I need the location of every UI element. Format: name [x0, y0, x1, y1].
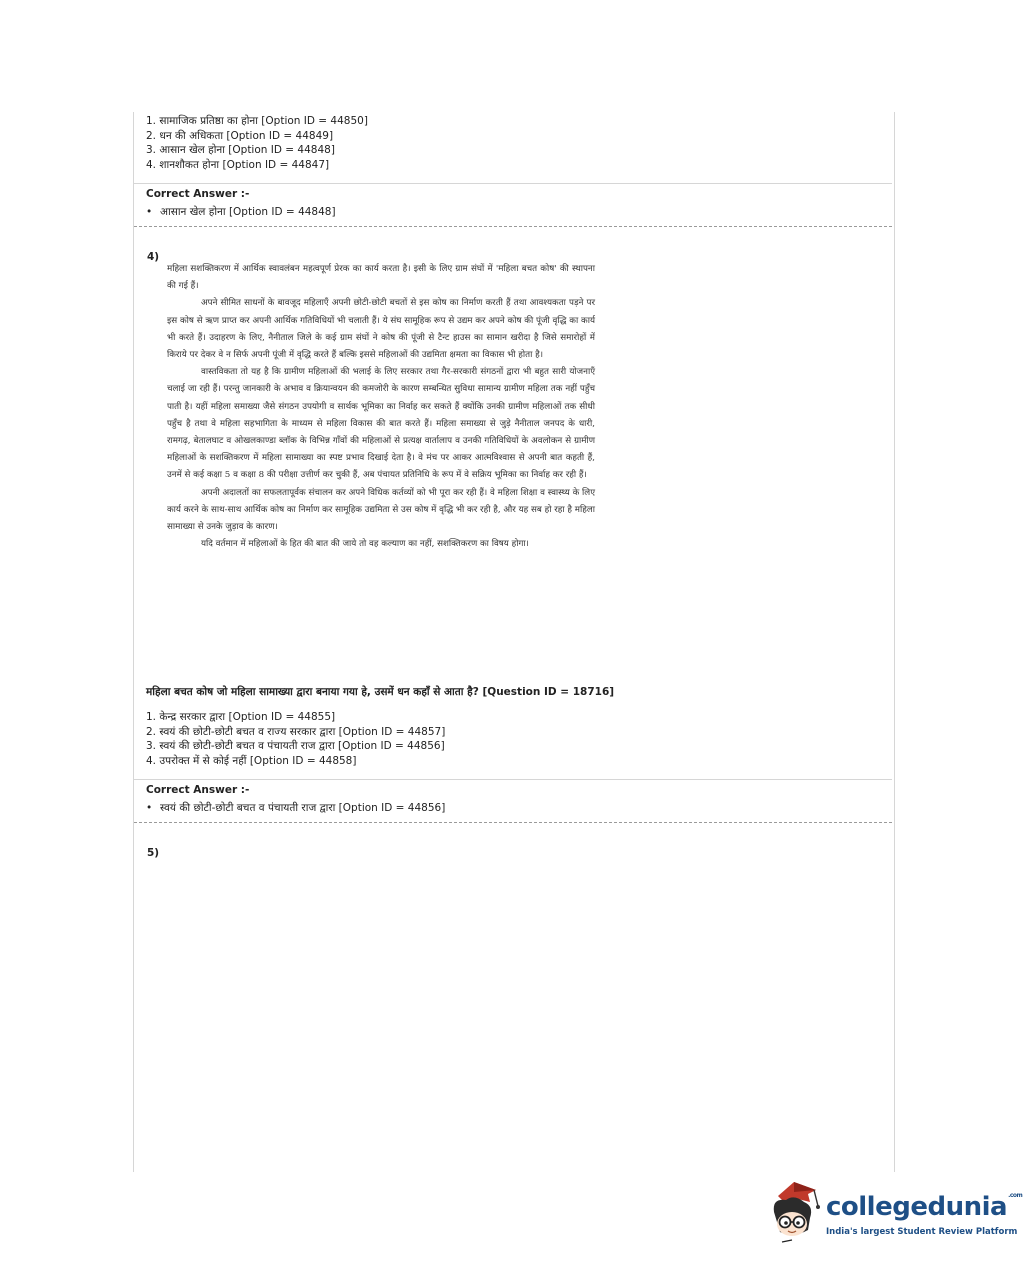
option-item: 2. स्वयं की छोटी-छोटी बचत व राज्य सरकार द्वारा [Option ID = 44857] — [146, 725, 446, 738]
logo-domain: .com — [1008, 1192, 1023, 1199]
option-item: 4. शानशौकत होना [Option ID = 44847] — [146, 158, 330, 171]
option-item: 3. स्वयं की छोटी-छोटी बचत व पंचायती राज द्वारा [Option ID = 44856] — [146, 740, 445, 753]
question-divider — [134, 226, 892, 227]
correct-answer — [146, 205, 336, 219]
option-item: 1. केन्द्र सरकार द्वारा [Option ID = 44855] — [146, 711, 336, 723]
question-number: 5) — [147, 847, 160, 859]
passage-paragraph: वास्तविकता तो यह है कि ग्रामीण महिलाओं की भलाई के लिए सरकार तथा गैर-सरकारी संगठनों द्वारा भी बहुत सारी योजनाएँ चलाई जा रही हैं। परन्तु जानकारी के अभाव व क्रियान्वयन की कमजोरी के कारण सम्बन्धित सुविधा सामान्य ग्रामीण महिला तक नहीं पहुँच पाती है। यहीं महिला समाख्या जैसे संगठन उपयोगी व सार्थक भूमिका का निर्वाह कर सकते हैं क्योंकि उनकी ग्रामीण महिलाओं तक सीधी पहुँच है तथा वे महिला सहभागिता के माध्यम से महिला विकास की बात करते हैं। महिला समाख्या से जुड़े नैनीताल जनपद के धारी, रामगढ़, बेतालघाट व ओखलकाण्डा ब्लॉक के विभिन्न गाँवों की महिलाओं से प्रत्यक्ष वार्तालाप व उनकी गतिविधियों के अवलोकन से ग्रामीण महिलाओं के सशक्तिकरण में महिला सामाख्या का स्पष्ट प्रभाव दिखाई देता है। वे मंच पर आकर आत्मविश्वास से अपनी बात कहती हैं, उनमें से कई कक्षा 5 व कक्षा 8 की परीक्षा उत्तीर्ण कर चुकी हैं, अब पंचायत प्रतिनिधि के रूप में वे सक्रिय भूमिका का निर्वाह कर रही हैं। — [167, 367, 595, 481]
passage-paragraph: महिला सशक्तिकरण में आर्थिक स्वावलंबन महत्वपूर्ण प्रेरक का कार्य करता है। इसी के लिए ग्राम संघों में 'महिला बचत कोष' की स्थापना की गई हैं। — [167, 264, 595, 292]
prev-question-options — [146, 114, 368, 172]
question-number: 4) — [147, 251, 160, 263]
option-item: 1. सामाजिक प्रतिष्ठा का होना [Option ID = 44850] — [146, 115, 368, 127]
correct-answer — [146, 801, 445, 815]
passage-paragraph: अपने सीमित साधनों के बावजूद महिलाएँ अपनी छोटी-छोटी बचतों से इस कोष का निर्माण करती हैं तथा आवश्यकता पड़ने पर इस कोष से ऋण प्राप्त कर अपनी आर्थिक गतिविधियों भी चलाती हैं। ये संघ सामूहिक रूप से उद्यम कर अपने कोष की पूंजी वृद्धि का कार्य भी करते हैं। उदाहरण के लिए, नैनीताल जिले के कई ग्राम संघों ने कोष की पूंजी से टैन्ट हाउस का सामान खरीदा है जिसे समारोहों में किराये पर देकर वे न सिर्फ अपनी पूंजी में वृद्धि करते हैं बल्कि इससे महिलाओं की उद्यमिता क्षमता का विकास भी होता है। — [167, 298, 595, 361]
section-divider — [134, 779, 892, 780]
question-divider — [134, 822, 892, 823]
logo-tagline: India's largest Student Review Platform — [826, 1227, 1018, 1237]
option-item: 3. आसान खेल होना [Option ID = 44848] — [146, 144, 335, 157]
passage-paragraph: अपनी अदालतों का सफलतापूर्वक संचालन कर अपने विधिक कर्तव्यों को भी पूरा कर रही हैं। वे महिला शिक्षा व स्वास्थ्य के लिए कार्य करने के साथ-साथ आर्थिक कोष का निर्माण कर सामूहिक उद्यमिता से उस कोष में वृद्धि भी कर रही है, और यह सब हो रहा है महिला सामाख्या से उनके जुड़ाव के कारण। — [167, 487, 595, 533]
passage-paragraph: यदि वर्तमान में महिलाओं के हित की बात की जाये तो वह कल्याण का नहीं, सशक्तिकरण का विषय होगा। — [201, 539, 529, 550]
collegedunia-logo — [764, 1176, 1023, 1250]
question-text: महिला बचत कोष जो महिला सामाख्या द्वारा बनाया गया हे, उसमें धन कहाँ से आता है? [Question ID = 18716] — [146, 686, 615, 698]
mascot-icon — [764, 1176, 824, 1250]
option-item: 4. उपरोक्त में से कोई नहीं [Option ID = 44858] — [146, 754, 357, 767]
correct-answer-label: Correct Answer :- — [146, 784, 250, 796]
correct-answer-text: आसान खेल होना [Option ID = 44848] — [160, 206, 336, 218]
correct-answer-text: स्वयं की छोटी-छोटी बचत व पंचायती राज द्वारा [Option ID = 44856] — [160, 802, 446, 814]
passage-image-text — [167, 261, 595, 553]
bullet-icon: • — [146, 802, 153, 814]
logo-wordmark: collegedunia$^{.com}$ — [826, 1192, 1023, 1222]
bullet-icon: • — [146, 206, 153, 218]
option-item: 2. धन की अधिकता [Option ID = 44849] — [146, 129, 334, 142]
question-options — [146, 710, 445, 768]
section-divider — [134, 183, 892, 184]
correct-answer-label: Correct Answer :- — [146, 188, 250, 200]
